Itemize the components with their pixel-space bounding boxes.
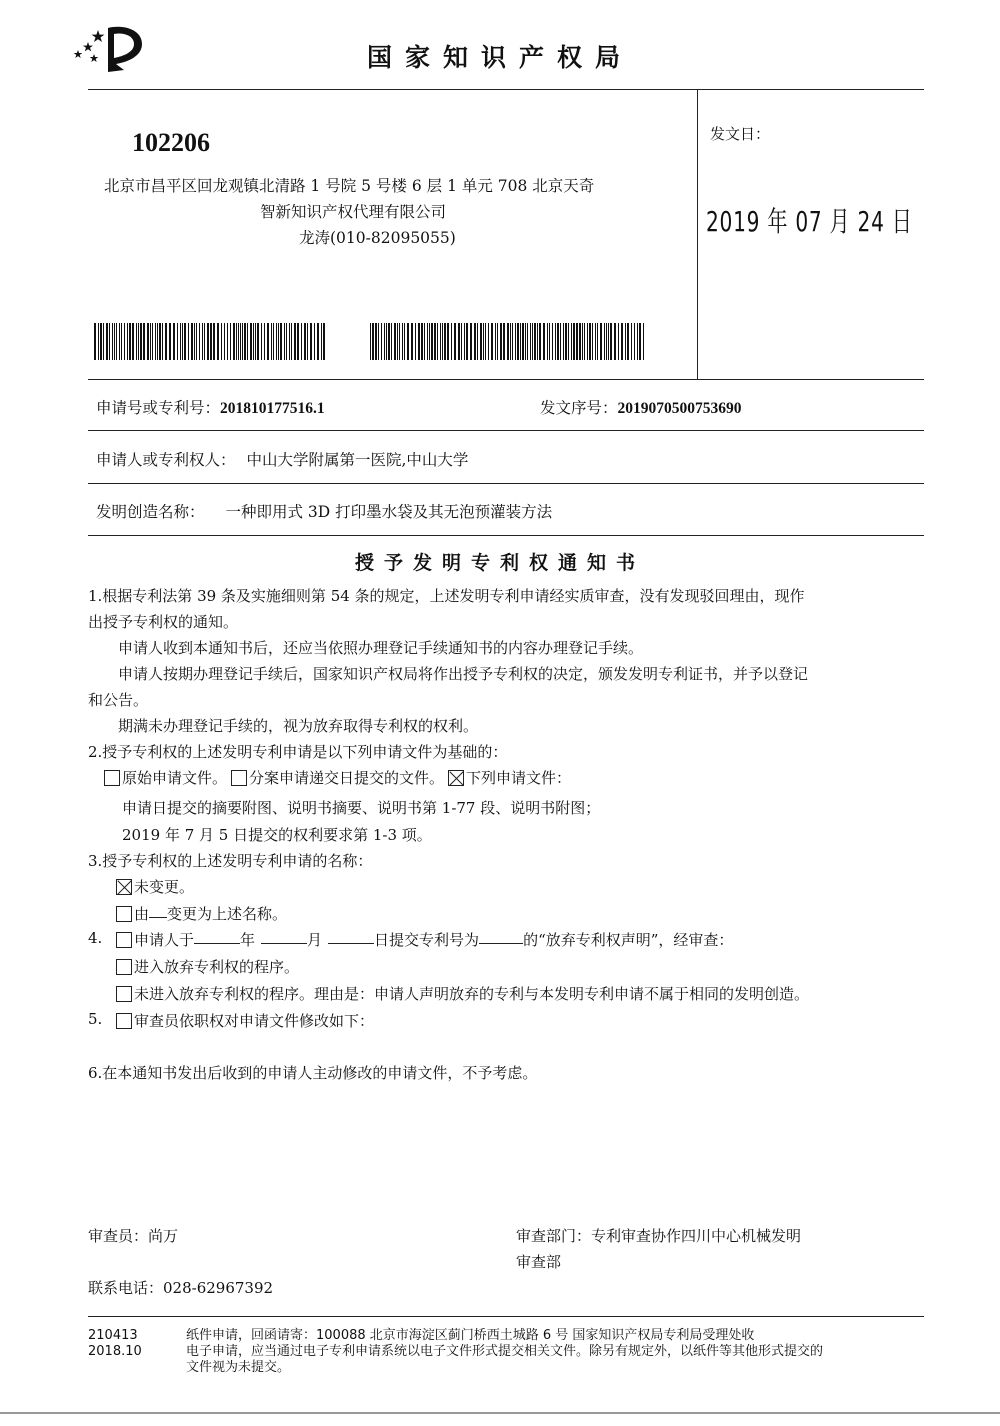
checkbox-name-unchanged[interactable] (116, 879, 132, 895)
barcode-bar (284, 323, 285, 360)
barcode-bar (143, 323, 145, 360)
barcode-bar (127, 323, 128, 360)
form-version: 2018.10 (88, 1344, 142, 1359)
p4-option-2-row (116, 983, 809, 1004)
barcode-bar (162, 323, 163, 360)
address-line-2: 智新知识产权代理有限公司 (260, 203, 447, 221)
barcode-bar (124, 323, 125, 360)
rule-info-3 (88, 535, 924, 536)
barcode-bar (454, 323, 456, 360)
barcode-bar (103, 323, 104, 360)
p3-option-1-row (116, 876, 194, 897)
footer-line-1: 纸件申请，回函请寄：100088 北京市海淀区蓟门桥西土城路 6 号 国家知识产权局专利局受理处收 (186, 1328, 755, 1343)
barcode-bar (375, 323, 377, 360)
barcode-bar (191, 323, 193, 360)
barcode-bar (485, 323, 486, 360)
barcode-bar (532, 323, 533, 360)
barcode-bar (159, 323, 161, 360)
barcode-bar (119, 323, 120, 360)
barcode-bar (563, 323, 564, 360)
barcode-bar (555, 323, 556, 360)
blank-day (328, 942, 374, 944)
barcode-bar (552, 323, 553, 360)
barcode-bar (584, 323, 585, 360)
barcode-bar (289, 323, 290, 360)
barcode-bar (421, 323, 423, 360)
barcode-bar (500, 323, 502, 360)
barcode-bar (236, 323, 237, 360)
barcode-bar (510, 323, 511, 360)
barcode-bar (276, 323, 277, 360)
barcode-bar (180, 323, 181, 360)
serial-number: 2019070500753690 (617, 400, 742, 417)
barcode-bar (589, 323, 591, 360)
blank-month (261, 942, 307, 944)
application-number-row (96, 396, 325, 418)
barcode-bar (431, 323, 433, 360)
blank-year (194, 942, 240, 944)
barcode-bar (317, 323, 319, 360)
barcode-bar (474, 323, 476, 360)
applicant-name: 中山大学附属第一医院,中山大学 (246, 451, 469, 469)
department-name: 专利审查协作四川中心机械发明 (591, 1227, 802, 1245)
barcode-bar (418, 323, 420, 360)
barcode-bar (560, 323, 561, 360)
barcode-bar (297, 323, 299, 360)
barcode-bar (278, 323, 279, 360)
checkbox-waiver-declaration[interactable] (116, 932, 132, 948)
rule-vertical (697, 89, 698, 379)
barcode-bar (196, 323, 197, 360)
barcode-bar (204, 323, 205, 360)
barcode-bar (627, 323, 629, 360)
p4-text-a: 申请人于 (134, 931, 195, 949)
examiner-row (88, 1225, 178, 1246)
barcode-bar (639, 323, 641, 360)
barcode-bar (184, 323, 186, 360)
p2: 2.授予专利权的上述发明专利申请是以下列申请文件为基础的： (88, 743, 508, 761)
barcode-bar (497, 323, 498, 360)
barcode-bar (565, 323, 567, 360)
barcode-bar (625, 323, 626, 360)
recipient: 龙涛(010-82095055) (299, 229, 456, 247)
barcode-bar (515, 323, 516, 360)
p3: 3.授予专利权的上述发明专利申请的名称： (88, 852, 373, 870)
barcode-bar (402, 323, 403, 360)
barcode-bar (549, 323, 550, 360)
barcode-bar (394, 323, 396, 360)
barcode-bar (173, 323, 175, 360)
rule-info-2 (88, 483, 924, 484)
barcode-bar (271, 323, 272, 360)
postcode: 102206 (132, 128, 210, 157)
department-name-line-2: 审查部 (516, 1253, 562, 1271)
p1-sub-2-line-1: 申请人按期办理登记手续后，国家知识产权局将作出授予专利权的决定，颁发发明专利证书，并予以登记 (118, 665, 809, 683)
barcode-bar (461, 323, 462, 360)
barcode-bar (576, 323, 578, 360)
barcode-bar (404, 323, 405, 360)
department-row (516, 1225, 801, 1246)
p4-text-b: 的“放弃专利权声明”，经审查： (523, 931, 734, 949)
rule-info-top (88, 379, 924, 380)
p3-option-1: 未变更。 (134, 878, 195, 896)
barcode-bar (386, 323, 387, 360)
barcode-bar (109, 323, 110, 360)
barcode-bar (604, 323, 605, 360)
barcode-bar (227, 323, 228, 360)
barcode-bar (250, 323, 252, 360)
barcode-bar (238, 323, 239, 360)
rule-top (88, 89, 924, 90)
barcode-bar (568, 323, 569, 360)
barcode-bar (608, 323, 609, 360)
barcode-bar (194, 323, 195, 360)
p4-year: 年 (240, 931, 256, 949)
barcode-bar (286, 323, 287, 360)
barcode-bar (294, 323, 296, 360)
rule-info-1 (88, 430, 924, 431)
barcode-bar (132, 323, 134, 360)
barcode-bar (483, 323, 484, 360)
p1-line-2: 出授予专利权的通知。 (88, 613, 239, 631)
footer-line-2: 电子申请，应当通过电子专利申请系统以电子文件形式提交相关文件。除另有规定外，以纸件等其他形式提交的 (186, 1344, 824, 1359)
barcode-bar (399, 323, 400, 360)
barcode-bar (440, 323, 441, 360)
barcode-bar (477, 323, 478, 360)
barcode-bar (112, 323, 113, 360)
dispatch-date: 2019 年 07 月 24 日 (706, 205, 913, 238)
barcode-bar (261, 323, 262, 360)
checkbox-not-enter-waiver[interactable] (116, 986, 132, 1002)
p4-option-1-row (116, 956, 299, 977)
barcode-bar (202, 323, 203, 360)
page-edge (0, 1412, 1000, 1414)
barcode-bar (503, 323, 505, 360)
p3-option-2-b: 变更为上述名称。 (167, 905, 288, 923)
invention-name: 一种即用式 3D 打印墨水袋及其无泡预灌装方法 (225, 503, 553, 521)
barcode-bar (397, 323, 398, 360)
p3-option-2-row (116, 903, 287, 924)
serial-number-row (540, 396, 742, 418)
barcode-bar (323, 323, 325, 360)
p6: 6.在本通知书发出后收到的申请人主动修改的申请文件，不予考虑。 (88, 1064, 538, 1082)
p1-sub-2-line-2: 和公告。 (88, 691, 149, 709)
barcode-bar (207, 323, 209, 360)
application-number-label: 申请号或专利号： (96, 399, 221, 417)
barcode-bar (140, 323, 142, 360)
barcode-bar (600, 323, 602, 360)
p5-number: 5. (88, 1010, 103, 1028)
p4-number: 4. (88, 929, 103, 947)
barcode-bar (547, 323, 548, 360)
barcode-bar (378, 323, 379, 360)
barcode-bar (384, 323, 385, 360)
application-number: 201810177516.1 (220, 400, 325, 417)
checkbox-examiner-amendment[interactable] (116, 1013, 132, 1029)
barcode-bar (595, 323, 596, 360)
p2-option-2: 分案申请递交日提交的文件。 (249, 769, 445, 787)
barcode-bar (314, 323, 315, 360)
barcode-bar (391, 323, 392, 360)
barcode-bar (507, 323, 509, 360)
p3-option-2-a: 由 (134, 905, 150, 923)
p2-detail-2: 2019 年 7 月 5 日提交的权利要求第 1-3 项。 (122, 826, 432, 844)
blank-patent-number (479, 942, 523, 944)
examiner-name: 尚万 (148, 1227, 179, 1245)
barcode-bar (199, 323, 200, 360)
barcode-bar (571, 323, 572, 360)
barcode-bar (424, 323, 425, 360)
barcode-bar (98, 323, 99, 360)
agency-name: 国家知识产权局 (366, 43, 633, 72)
barcode-bar (429, 323, 430, 360)
barcode-bar (321, 323, 322, 360)
barcode-bar (458, 323, 460, 360)
barcode-bar (307, 323, 308, 360)
barcode-bar (557, 323, 559, 360)
notice-title: 授予发明专利权通知书 (354, 552, 645, 574)
p4-option-1: 进入放弃专利权的程序。 (134, 958, 300, 976)
barcode-bar (437, 323, 438, 360)
barcode-bar (415, 323, 416, 360)
applicant-row (96, 448, 468, 470)
barcode-bar (188, 323, 189, 360)
barcode-bar (517, 323, 519, 360)
p1-line-1: 1.根据专利法第 39 条及实施细则第 54 条的规定，上述发明专利申请经实质审查，没有发现驳回理由，现作 (88, 587, 805, 605)
barcode-bar (301, 323, 302, 360)
barcode-bar (121, 323, 122, 360)
barcode-bar (480, 323, 482, 360)
barcode-bar (466, 323, 468, 360)
barcode-bar (573, 323, 575, 360)
p4-option-2: 未进入放弃专利权的程序。理由是：申请人声明放弃的专利与本发明专利申请不属于相同的发明创造。 (134, 985, 810, 1003)
phone-number: 028-62967392 (163, 1279, 274, 1297)
barcode-bar (621, 323, 623, 360)
barcode-bar (488, 323, 489, 360)
barcode-bar (606, 323, 607, 360)
barcode-bar (169, 323, 171, 360)
barcode-bar (304, 323, 306, 360)
barcode-bar (165, 323, 167, 360)
barcode-left (94, 323, 326, 360)
barcode-bar (257, 323, 259, 360)
barcode-bar (233, 323, 235, 360)
barcode-bar (267, 323, 269, 360)
examiner-label: 审查员： (88, 1227, 149, 1245)
barcode-bar (372, 323, 374, 360)
rule-footer (88, 1316, 924, 1317)
barcode-bar (240, 323, 241, 360)
barcode-bar (129, 323, 131, 360)
barcode-bar (618, 323, 619, 360)
barcode-bar (273, 323, 274, 360)
phone-label: 联系电话： (88, 1279, 164, 1297)
barcode-bar (280, 323, 282, 360)
applicant-label: 申请人或专利权人： (96, 451, 236, 469)
p5-text: 审查员依职权对申请文件修改如下： (134, 1012, 375, 1030)
barcode-bar (177, 323, 178, 360)
barcode-bar (592, 323, 593, 360)
invention-label: 发明创造名称： (96, 503, 205, 521)
barcode-bar (447, 323, 449, 360)
phone-row (88, 1277, 273, 1298)
barcode-bar (582, 323, 583, 360)
barcode-right (370, 323, 646, 360)
barcode-bar (310, 323, 312, 360)
invention-row (96, 500, 552, 522)
p4-row (116, 929, 733, 950)
barcode-bar (291, 323, 292, 360)
barcode-bar (520, 323, 521, 360)
barcode-bar (411, 323, 413, 360)
barcode-bar (221, 323, 222, 360)
barcode-bar (230, 323, 231, 360)
barcode-bar (534, 323, 536, 360)
barcode-bar (213, 323, 215, 360)
checkbox-enter-waiver[interactable] (116, 959, 132, 975)
barcode-bar (138, 323, 139, 360)
dispatch-date-label: 发文日： (710, 125, 771, 143)
p1-sub-1: 申请人收到本通知书后，还应当依照办理登记手续通知书的内容办理登记手续。 (118, 639, 644, 657)
barcode-bar (136, 323, 137, 360)
barcode-bar (470, 323, 472, 360)
barcode-bar (242, 323, 243, 360)
p2-options (104, 767, 571, 788)
barcode-bar (381, 323, 382, 360)
barcode-bar (247, 323, 248, 360)
barcode-bar (643, 323, 644, 360)
barcode-bar (100, 323, 102, 360)
barcode-bar (147, 323, 149, 360)
checkbox-original-files[interactable] (104, 770, 120, 786)
barcode-bar (442, 323, 443, 360)
address-line-1: 北京市昌平区回龙观镇北清路 1 号院 5 号楼 6 层 1 单元 708 北京天奇 (104, 177, 595, 195)
barcode-bar (495, 323, 496, 360)
barcode-bar (587, 323, 588, 360)
barcode-bar (253, 323, 254, 360)
p5-row (116, 1010, 374, 1031)
barcode-bar (210, 323, 212, 360)
barcode-bar (537, 323, 538, 360)
barcode-bar (370, 323, 371, 360)
barcode-bar (264, 323, 265, 360)
barcode-bar (444, 323, 446, 360)
barcode-bar (388, 323, 390, 360)
barcode-bar (451, 323, 452, 360)
barcode-bar (155, 323, 156, 360)
barcode-bar (150, 323, 151, 360)
barcode-bar (94, 323, 96, 360)
barcode-bar (116, 323, 117, 360)
barcode-bar (525, 323, 526, 360)
department-label: 审查部门： (516, 1227, 592, 1245)
p2-detail-1: 申请日提交的摘要附图、说明书摘要、说明书第 1-77 段、说明书附图； (122, 799, 601, 817)
form-code: 210413 (88, 1328, 138, 1343)
barcode-bar (637, 323, 638, 360)
barcode-bar (434, 323, 436, 360)
p2-option-1: 原始申请文件。 (122, 769, 228, 787)
barcode-bar (407, 323, 409, 360)
barcode-bar (634, 323, 635, 360)
barcode-bar (543, 323, 545, 360)
p4-month: 月 (307, 931, 323, 949)
footer-line-3: 文件视为未提交。 (186, 1360, 291, 1375)
checkbox-following-files[interactable] (448, 770, 464, 786)
barcode-bar (631, 323, 632, 360)
p2-option-3: 下列申请文件： (466, 769, 572, 787)
barcode-bar (464, 323, 465, 360)
barcode-bar (152, 323, 153, 360)
blank-original-name (149, 916, 167, 918)
barcode-bar (255, 323, 256, 360)
barcode-bar (244, 323, 246, 360)
barcode-bar (106, 323, 108, 360)
checkbox-name-changed[interactable] (116, 906, 132, 922)
barcode-bar (224, 323, 225, 360)
barcode-bar (217, 323, 219, 360)
checkbox-divisional-files[interactable] (231, 770, 247, 786)
barcode-bar (614, 323, 616, 360)
p1-sub-3: 期满未办理登记手续的，视为放弃取得专利权的权利。 (118, 717, 479, 735)
barcode-bar (579, 323, 581, 360)
barcode-bar (539, 323, 541, 360)
barcode-bar (427, 323, 428, 360)
barcode-bar (182, 323, 183, 360)
barcode-bar (522, 323, 524, 360)
barcode-bar (114, 323, 115, 360)
barcode-bar (157, 323, 158, 360)
serial-number-label: 发文序号： (540, 399, 618, 417)
barcode-bar (527, 323, 528, 360)
barcode-bar (491, 323, 493, 360)
barcode-bar (512, 323, 513, 360)
barcode-bar (597, 323, 598, 360)
barcode-bar (530, 323, 531, 360)
p4-day: 日提交专利号为 (374, 931, 480, 949)
barcode-bar (610, 323, 612, 360)
